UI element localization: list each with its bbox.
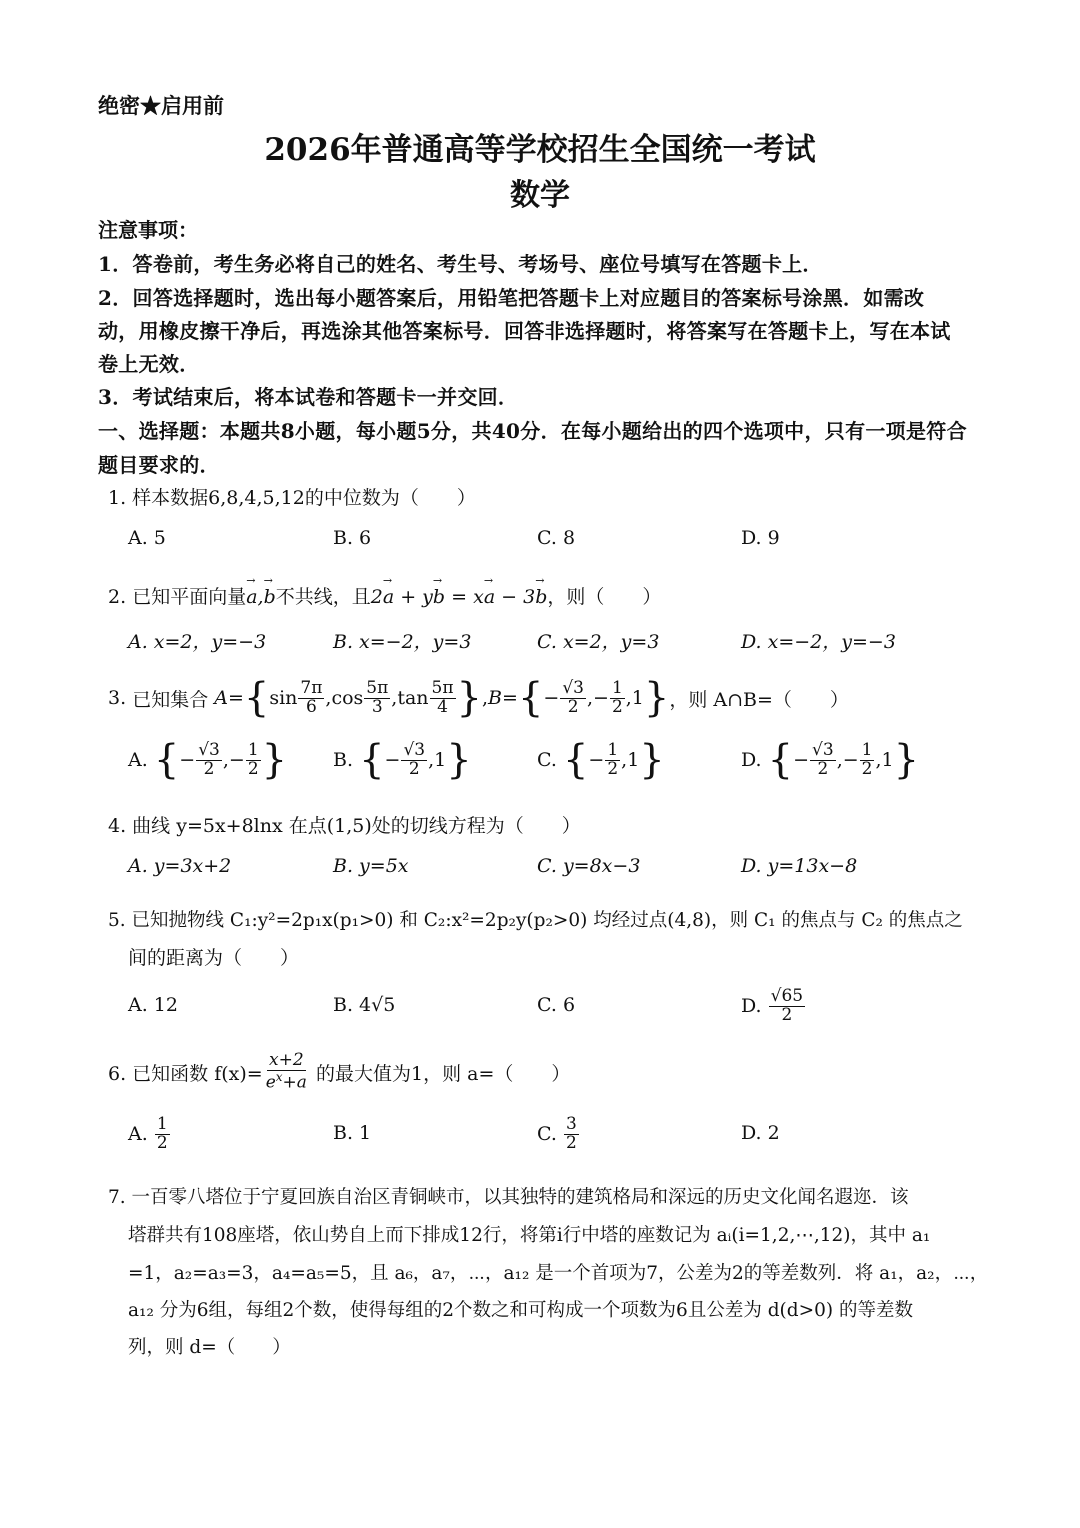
note-2-line-3: 卷上无效． <box>98 352 200 376</box>
q6-option-c: C. $\frac{3}{2}$ <box>537 1113 577 1153</box>
q6-option-a: A. $\frac{1}{2}$ <box>128 1113 168 1153</box>
q4-option-d: D. y=13x−8 <box>741 855 858 877</box>
q2-text-mid: 不共线，且 <box>275 586 371 608</box>
q1-option-b: B. 6 <box>333 527 372 549</box>
q3-option-d: D. { − $\frac{√3}{2}$ ,− $\frac{1}{2}$ ,1 } <box>741 737 920 783</box>
q3-number: 3. <box>108 687 127 709</box>
q3-text-pre: 已知集合 <box>132 688 209 711</box>
note-2-line-2: 动，用橡皮擦干净后，再选涂其他答案标号．回答非选择题时，将答案写在答题卡上，写在本试 <box>98 319 951 343</box>
q2-text-post: ，则（ ） <box>547 586 662 608</box>
q2-option-b: B. x=−2，y=3 <box>333 631 472 653</box>
q5-option-a: A. 12 <box>128 994 178 1016</box>
question-5-line-1: 5. 已知抛物线 C₁:y²=2p₁x(p₁>0) 和 C₂:x²=2p₂y(p₂>0) 均经过点(4,8)，则 C₁ 的焦点与 C₂ 的焦点之 <box>108 910 963 931</box>
question-7-line-4: a₁₂ 分为6组，每组2个数，使得每组的2个数之和可构成一个项数为6且公差为 d(d>0) 的等差数 <box>128 1300 913 1321</box>
question-7-line-1: 7. 一百零八塔位于宁夏回族自治区青铜峡市，以其独特的建筑格局和深远的历史文化闻名遐迩．该 <box>108 1187 909 1208</box>
exam-subject: 数学 <box>510 178 570 213</box>
q1-option-a: A. 5 <box>128 527 166 549</box>
q4-option-a: A. y=3x+2 <box>128 855 232 877</box>
q6-option-d: D. 2 <box>741 1122 780 1144</box>
section-heading-line-2: 题目要求的． <box>98 453 220 477</box>
question-2-stem: 2. 已知平面向量→ a,→ b不共线，且2→ a + y→ b = x→ a − 3→ b，则（ ） <box>108 582 661 609</box>
section-heading-line-1: 一、选择题：本题共8小题，每小题5分，共40分．在每小题给出的四个选项中，只有一项是符合 <box>98 419 967 443</box>
notes-heading: 注意事项： <box>98 218 198 242</box>
question-7-line-5: 列，则 d=（ ） <box>128 1337 291 1358</box>
question-6-stem: 6. 已知函数 f(x)= $\frac{x+2}{e^x+a}$ 的最大值为1，则 a=（ ） <box>108 1049 571 1093</box>
q5-option-c: C. 6 <box>537 994 576 1016</box>
question-4-stem: 4. 曲线 y=5x+8lnx 在点(1,5)处的切线方程为（ ） <box>108 815 581 837</box>
confidential-label: 绝密★启用前 <box>98 93 224 118</box>
q3-option-b: B. { − $\frac{√3}{2}$ ,1 } <box>333 737 472 783</box>
note-1: 1．答卷前，考生务必将自己的姓名、考生号、考场号、座位号填写在答题卡上． <box>98 252 823 276</box>
note-3: 3．考试结束后，将本试卷和答题卡一并交回． <box>98 385 519 409</box>
question-7-line-3: =1，a₂=a₃=3，a₄=a₅=5，且 a₆，a₇，⋯，a₁₂ 是一个首项为7，公差为2的等差数列．将 a₁，a₂，⋯， <box>128 1263 989 1284</box>
q5-option-d: D. $\frac{√65}{2}$ <box>741 985 804 1025</box>
q6-option-b: B. 1 <box>333 1122 372 1144</box>
question-5-line-2: 间的距离为（ ） <box>128 947 300 969</box>
q3-option-c: C. { − $\frac{1}{2}$ ,1 } <box>537 737 665 783</box>
q2-option-d: D. x=−2，y=−3 <box>741 631 896 653</box>
q3-text-post: ，则 A∩B=（ ） <box>669 688 849 711</box>
question-7-line-2: 塔群共有108座塔，依山势自上而下排成12行，将第i行中塔的座数记为 aᵢ(i=1,2,⋯,12)，其中 a₁ <box>128 1225 931 1246</box>
exam-title: 2026年普通高等学校招生全国统一考试 <box>264 132 816 168</box>
q2-option-a: A. x=2，y=−3 <box>128 631 267 653</box>
q1-option-d: D. 9 <box>741 527 780 549</box>
q2-number: 2. <box>108 586 127 608</box>
q4-option-c: C. y=8x−3 <box>537 855 641 877</box>
q2-option-c: C. x=2，y=3 <box>537 631 660 653</box>
q4-option-b: B. y=5x <box>333 855 409 877</box>
q1-option-c: C. 8 <box>537 527 576 549</box>
q5-option-b: B. 4√5 <box>333 994 396 1016</box>
question-3-stem: 3. 已知集合 A= { sin $\frac{7\pi}{6}$ ,cos $\frac{5\pi}{3}$ ,tan $\frac{5\pi}{4}$ } , B= { − $\frac{√3}{2}$ ,− $\frac{1}{2}$ ,1 } ，则 A∩B=（ ） <box>108 675 849 721</box>
note-2-line-1: 2．回答选择题时，选出每小题答案后，用铅笔把答题卡上对应题目的答案标号涂黑．如需改 <box>98 286 925 310</box>
q3-option-a: A. { − $\frac{√3}{2}$ ,− $\frac{1}{2}$ } <box>128 737 288 783</box>
q2-text-pre: 已知平面向量 <box>132 586 247 608</box>
question-1-stem: 1. 样本数据6,8,4,5,12的中位数为（ ） <box>108 487 476 509</box>
